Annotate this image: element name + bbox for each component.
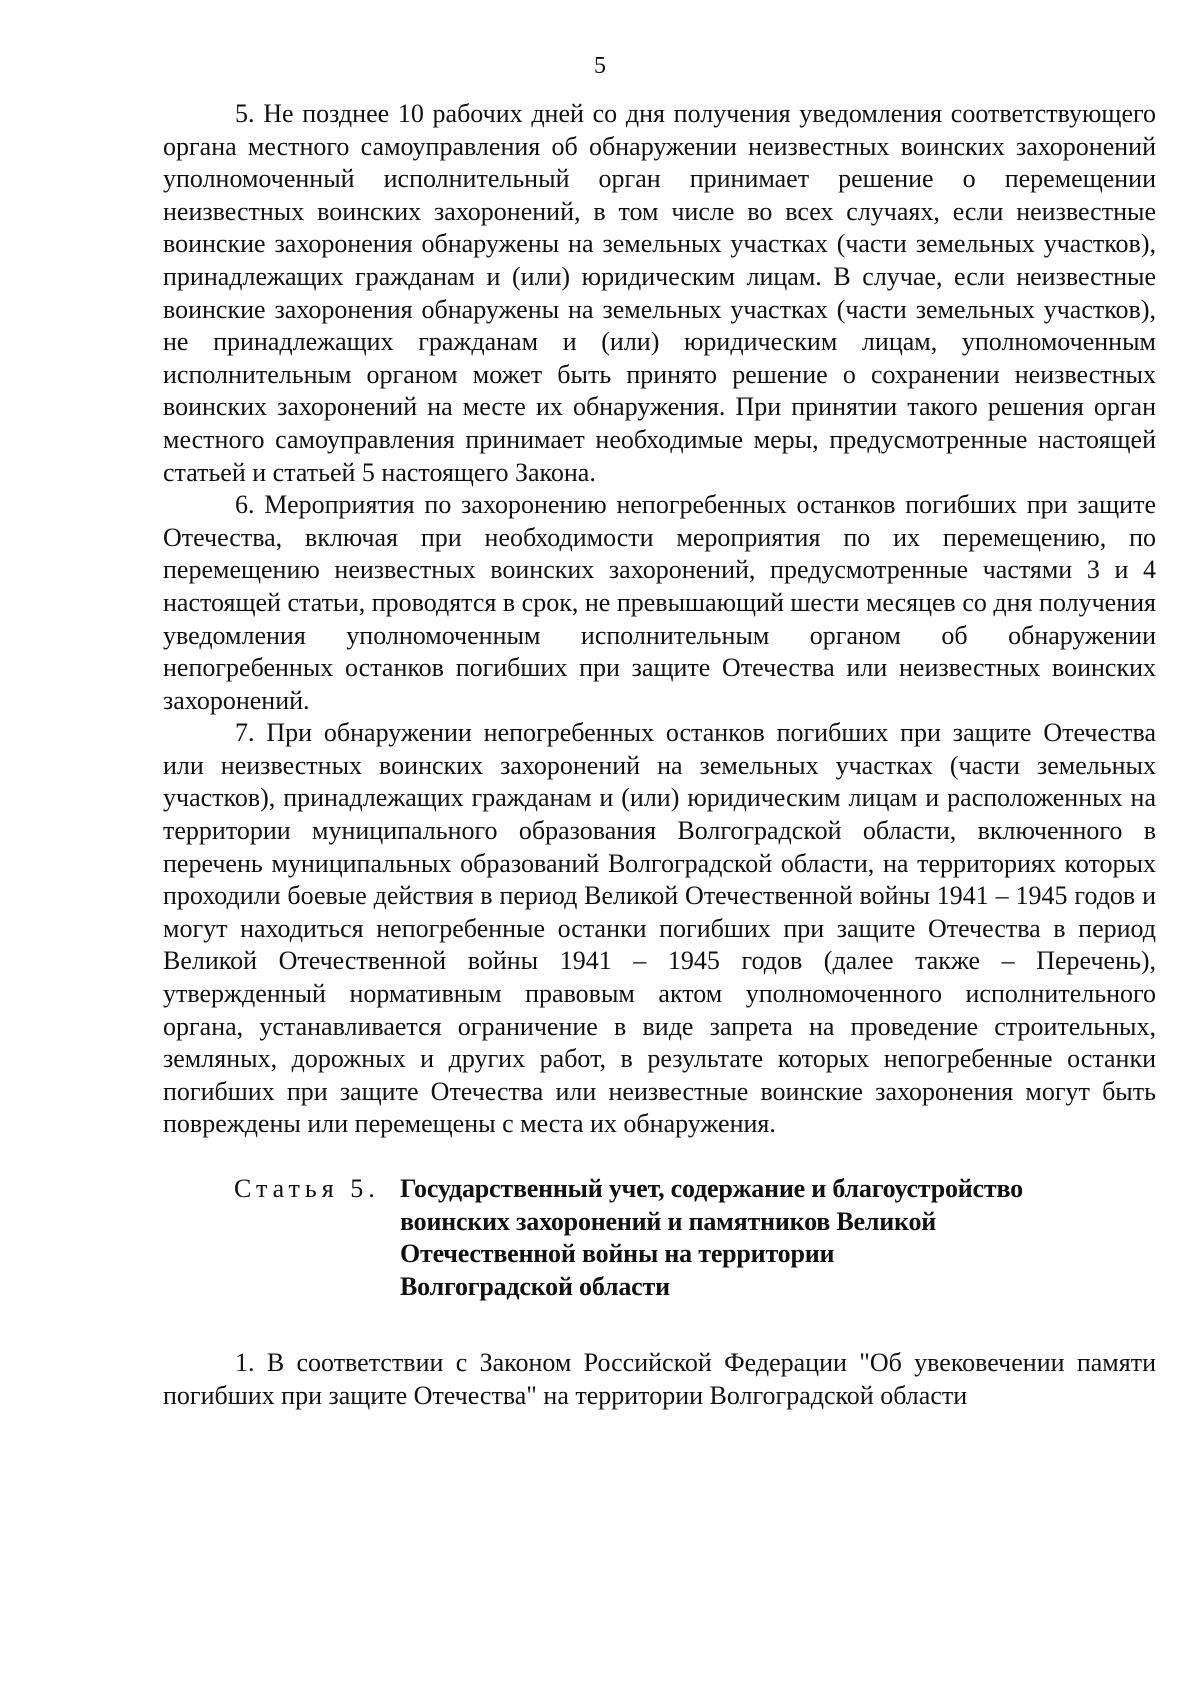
- article-5-paragraph-1: 1. В соответствии с Законом Российской Федерации "Об увековечении памяти погибших при защите Отечества" на территории Волгоградской области: [163, 1348, 1156, 1410]
- paragraph-6: 6. Мероприятия по захоронению непогребенных останков погибших при защите Отечества, включая при необходимости мероприятия по их перемещению, по перемещению неизвестных воинских захоронений, предусмотренные частями 3 и 4 настоящей статьи, проводятся в срок, не превышающий шести месяцев со дня получения уведомления уполномоченным исполнительным органом об обнаружении непогребенных останков погибших при защите Отечества или неизвестных воинских захоронений.: [163, 490, 1156, 715]
- document-body: [163, 98, 1156, 1413]
- page-number: 5: [594, 53, 606, 79]
- article-title-line: воинских захоронений и памятников Великой: [400, 1206, 937, 1236]
- article-label: Статья 5.: [234, 1174, 380, 1203]
- article-title: [400, 1173, 1156, 1303]
- paragraph-5: 5. Не позднее 10 рабочих дней со дня получения уведомления соответствующего органа местного самоуправления об обнаружении неизвестных воинских захоронений уполномоченный исполнительный орган принимает решение о перемещении неизвестных воинских захоронений, в том числе во всех случаях, если неизвестные воинские захоронения обнаружены на земельных участках (части земельных участков), принадлежащих гражданам и (или) юридическим лицам. В случае, если неизвестные воинские захоронения обнаружены на земельных участках (части земельных участков), не принадлежащих гражданам и (или) юридическим лицам, уполномоченным исполнительным органом может быть принято решение о сохранении неизвестных воинских захоронений на месте их обнаружения. При принятии такого решения орган местного самоуправления принимает необходимые меры, предусмотренные настоящей статьей и статьей 5 настоящего Закона.: [163, 99, 1156, 487]
- paragraph-7: 7. При обнаружении непогребенных останков погибших при защите Отечества или неизвестных воинских захоронений на земельных участках (части земельных участков), принадлежащих гражданам и (или) юридическим лицам и расположенных на территории муниципального образования Волгоградской области, включенного в перечень муниципальных образований Волгоградской области, на территориях которых проходили боевые действия в период Великой Отечественной войны 1941 – 1945 годов и могут находиться непогребенные останки погибших при защите Отечества в период Великой Отечественной войны 1941 – 1945 годов (далее также – Перечень), утвержденный нормативным правовым актом уполномоченного исполнительного органа, устанавливается ограничение в виде запрета на проведение строительных, земляных, дорожных и других работ, в результате которых непогребенные останки погибших при защите Отечества или неизвестные воинские захоронения могут быть повреждены или перемещены с места их обнаружения.: [163, 718, 1156, 1139]
- article-title-line: Отечественной войны на территории: [400, 1239, 835, 1269]
- article-heading: [234, 1173, 1156, 1303]
- article-title-line: Государственный учет, содержание и благоустройство: [400, 1174, 1023, 1203]
- article-title-line: Волгоградской области: [400, 1271, 670, 1301]
